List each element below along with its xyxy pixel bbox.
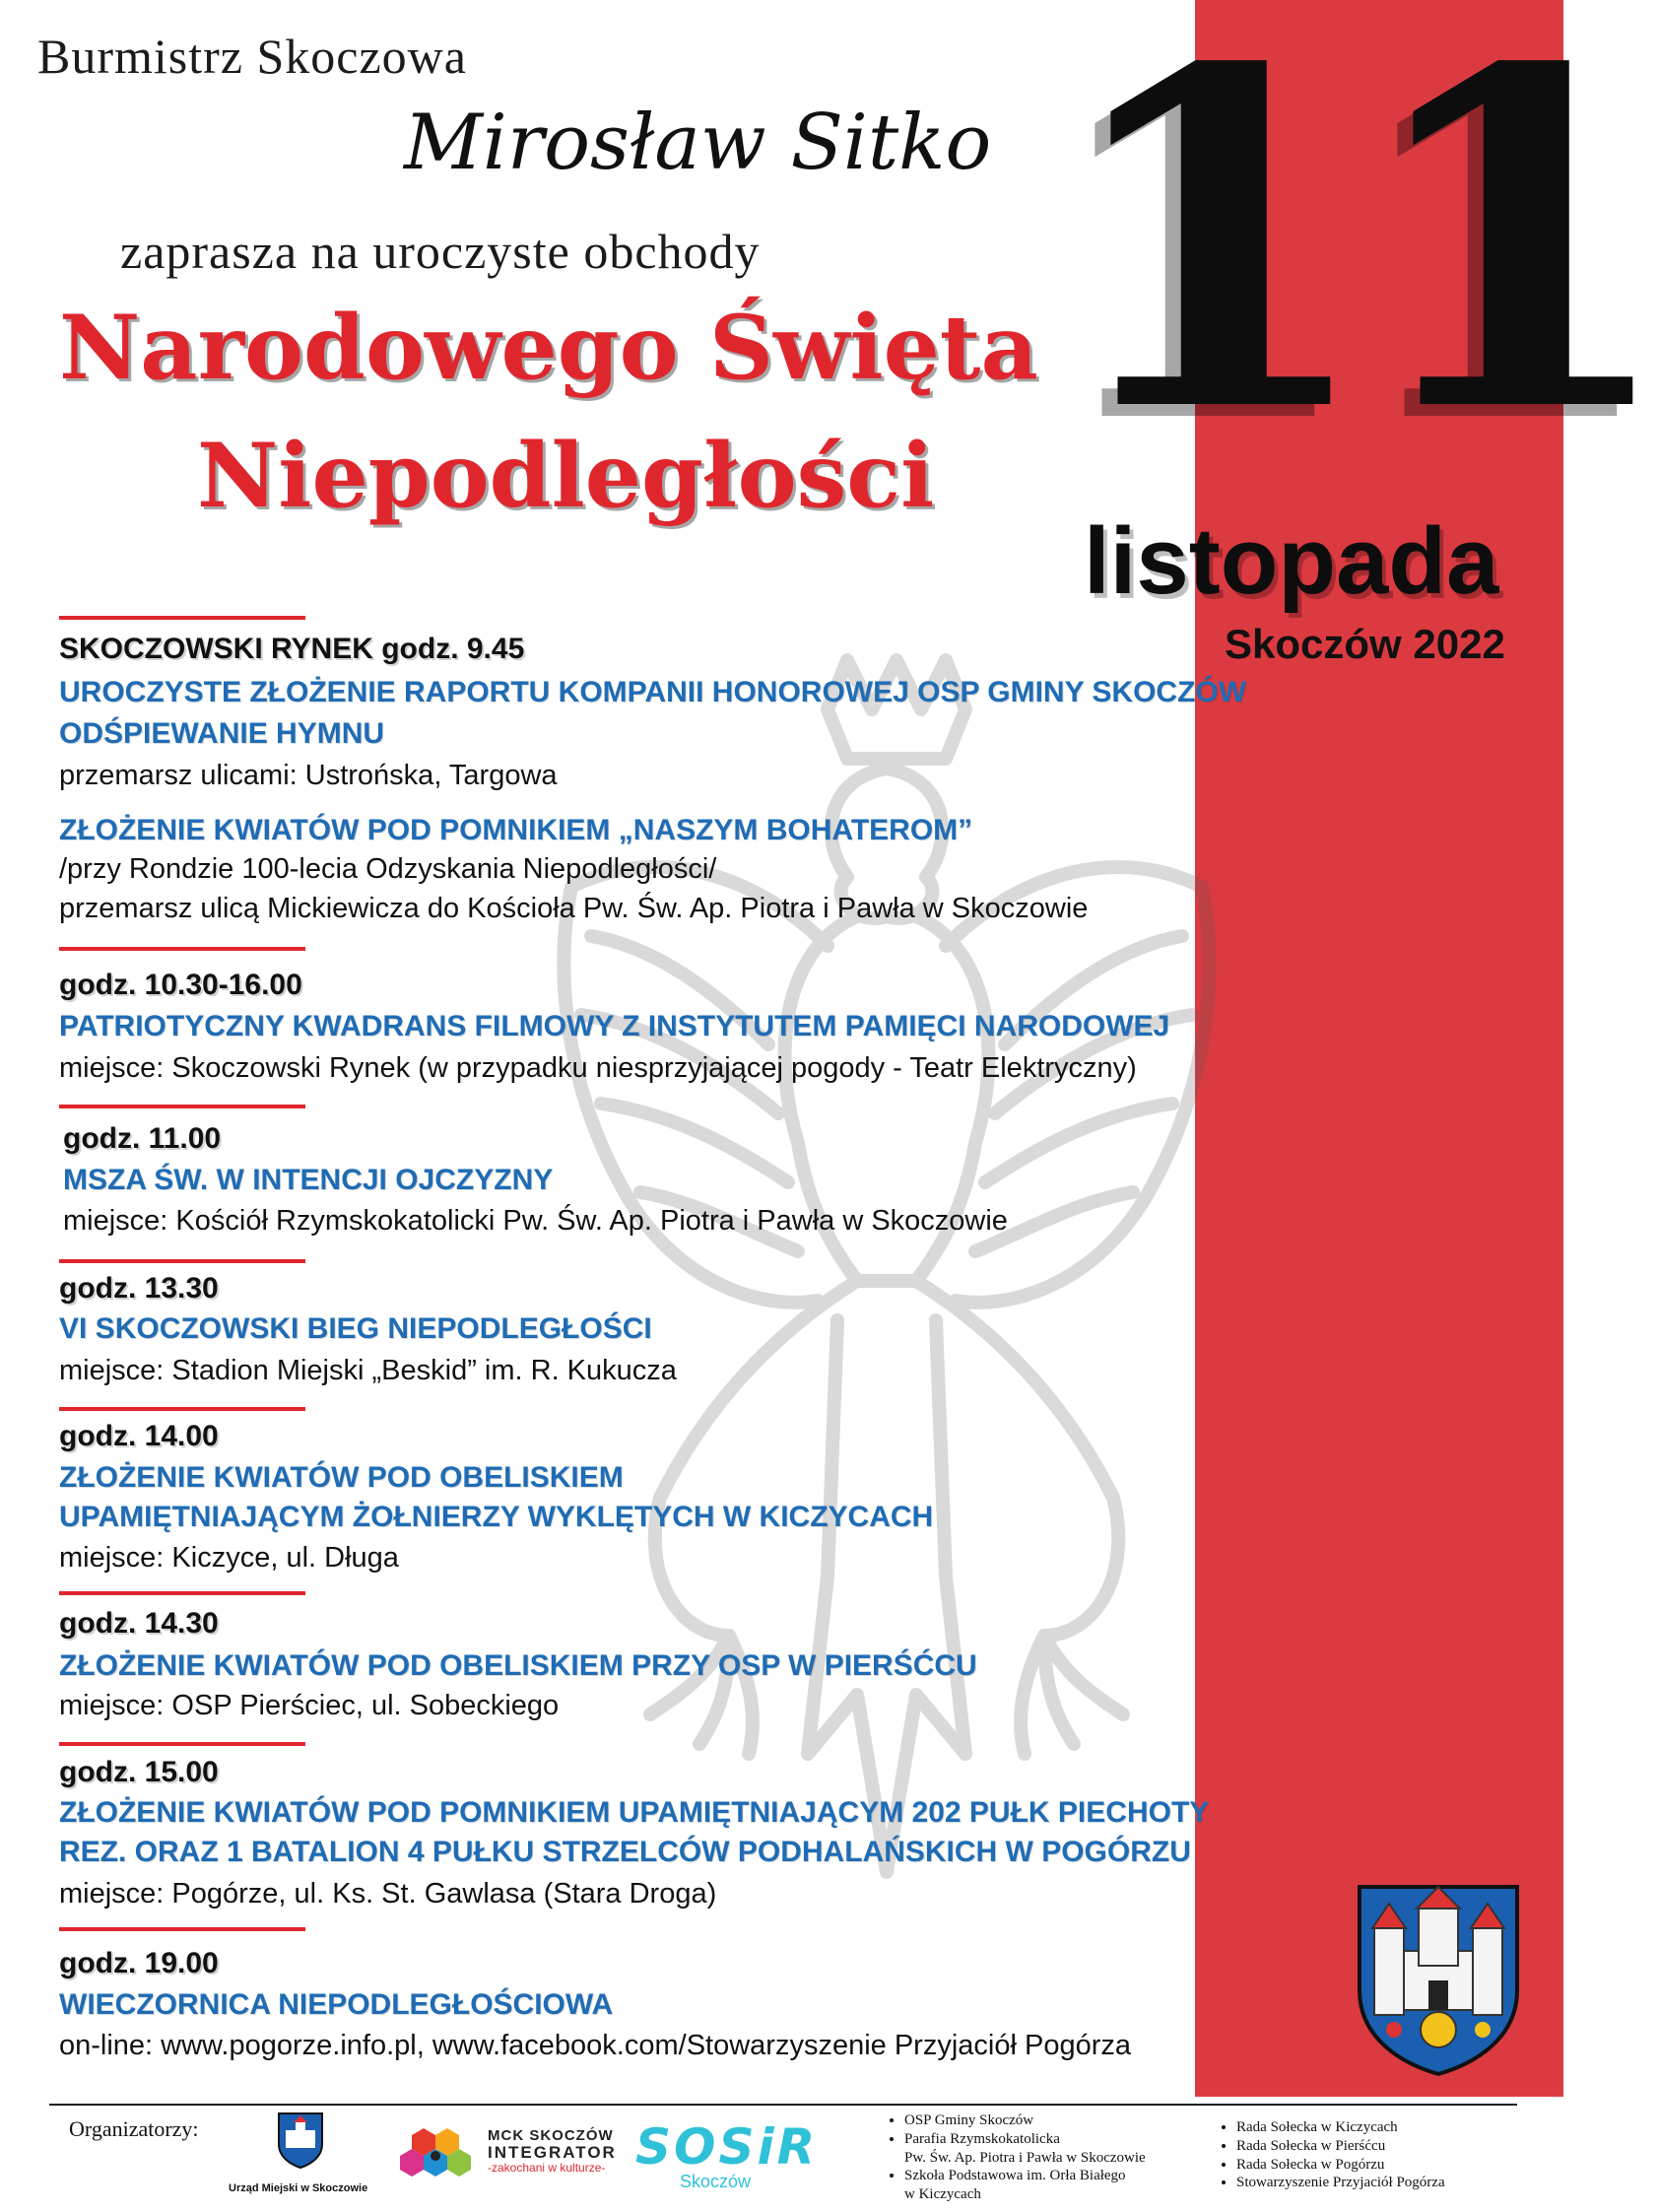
separator	[59, 1742, 305, 1746]
mck-name: MCK SKOCZÓW	[488, 2127, 614, 2144]
invite-text: zaprasza na uroczyste obchody	[120, 224, 761, 279]
sosir-sub: Skoczów	[680, 2172, 752, 2191]
event5-time: godz. 14.00	[59, 1420, 219, 1452]
event8-time: godz. 19.00	[59, 1947, 219, 1979]
event7-time: godz. 15.00	[59, 1756, 219, 1788]
organizers-list-2	[1219, 2118, 1445, 2192]
event4-title: VI SKOCZOWSKI BIEG NIEPODLEGŁOŚCI	[59, 1312, 652, 1345]
event1-note1: przemarsz ulicami: Ustrońska, Targowa	[59, 760, 558, 791]
separator	[59, 1591, 305, 1595]
organizer-item: • Rada Sołecka w Pierśćcu	[1236, 2137, 1445, 2156]
separator	[59, 1407, 305, 1411]
separator	[59, 616, 305, 620]
event1-title3: ZŁOŻENIE KWIATÓW POD POMNIKIEM „NASZYM BOHATEROM”	[59, 814, 973, 846]
event1-heading: SKOCZOWSKI RYNEK godz. 9.45	[59, 633, 525, 665]
burmistrz-label: Burmistrz Skoczowa	[37, 29, 467, 84]
event8-title: WIECZORNICA NIEPODLEGŁOŚCIOWA	[59, 1988, 614, 2021]
event5-title1: ZŁOŻENIE KWIATÓW POD OBELISKIEM	[59, 1461, 624, 1494]
event2-title: PATRIOTYCZNY KWADRANS FILMOWY Z INSTYTUTEM PAMIĘCI NARODOWEJ	[59, 1010, 1170, 1042]
organizer-item: • Stowarzyszenie Przyjaciół Pogórza	[1236, 2174, 1445, 2192]
organizer-item: Pw. Św. Ap. Piotra i Pawła w Skoczowie	[904, 2149, 1146, 2166]
event2-place: miejsce: Skoczowski Rynek (w przypadku niesprzyjającej pogody - Teatr Elektryczny)	[59, 1052, 1137, 1084]
event5-title2: UPAMIĘTNIAJĄCYM ŻOŁNIERZY WYKLĘTYCH W KICZYCACH	[59, 1501, 934, 1533]
place-year: Skoczów 2022	[1225, 621, 1505, 667]
coat-of-arms-icon	[1355, 1882, 1522, 2079]
sosir-logo: SOSiR	[635, 2118, 819, 2176]
city-hall-logo-icon	[276, 2111, 325, 2170]
separator	[59, 1105, 305, 1108]
event-title-line1: Narodowego Święta	[59, 296, 1038, 400]
event3-title: MSZA ŚW. W INTENCJI OJCZYZNY	[63, 1164, 554, 1196]
event1-note3: przemarsz ulicą Mickiewicza do Kościoła Pw. Św. Ap. Piotra i Pawła w Skoczowie	[59, 893, 1089, 924]
mck-text	[488, 2128, 617, 2174]
date-day: 11	[1054, 0, 1659, 513]
organizers-list-1	[887, 2111, 1146, 2204]
organizer-item: • OSP Gminy Skoczów	[904, 2111, 1146, 2130]
event1-note2: /przy Rondzie 100-lecia Odzyskania Niepodległości/	[59, 853, 717, 885]
organizer-item: • Rada Sołecka w Kiczycach	[1236, 2118, 1445, 2137]
mck-slogan: -zakochani w kulturze-	[488, 2160, 606, 2175]
event1-title2: ODŚPIEWANIE HYMNU	[59, 717, 385, 750]
organizer-item: • Rada Sołecka w Pogórzu	[1236, 2156, 1445, 2175]
organizer-item: w Kiczycach	[904, 2186, 981, 2202]
event1-title1: UROCZYSTE ZŁOŻENIE RAPORTU KOMPANII HONOROWEJ OSP GMINY SKOCZÓW	[59, 676, 1247, 708]
event3-time: godz. 11.00	[63, 1122, 222, 1155]
event6-title: ZŁOŻENIE KWIATÓW POD OBELISKIEM PRZY OSP W PIERŚĆCU	[59, 1649, 977, 1682]
mck-integrator: INTEGRATOR	[488, 2142, 617, 2162]
separator	[59, 947, 305, 951]
event4-time: godz. 13.30	[59, 1272, 219, 1305]
event7-title1: ZŁOŻENIE KWIATÓW POD POMNIKIEM UPAMIĘTNIAJĄCYM 202 PUŁK PIECHOTY	[59, 1796, 1210, 1829]
event7-title2: REZ. ORAZ 1 BATALION 4 PUŁKU STRZELCÓW PODHALAŃSKICH W POGÓRZU	[59, 1836, 1191, 1868]
event3-place: miejsce: Kościół Rzymskokatolicki Pw. Św. Ap. Piotra i Pawła w Skoczowie	[63, 1205, 1008, 1237]
event5-place: miejsce: Kiczyce, ul. Długa	[59, 1542, 399, 1574]
organizers-label: Organizatorzy:	[69, 2116, 199, 2141]
event8-place: on-line: www.pogorze.info.pl, www.facebook.com/Stowarzyszenie Przyjaciół Pogórza	[59, 2030, 1131, 2061]
separator	[59, 1927, 305, 1931]
event6-place: miejsce: OSP Pierściec, ul. Sobeckiego	[59, 1690, 560, 1721]
organizer-item: • Parafia Rzymskokatolicka	[904, 2130, 1146, 2149]
event4-place: miejsce: Stadion Miejski „Beskid” im. R. Kukucza	[59, 1355, 677, 1386]
separator	[59, 1259, 305, 1263]
city-hall-label: Urząd Miejski w Skoczowie	[229, 2182, 368, 2194]
date-month: listopada	[1084, 508, 1499, 614]
footer-divider	[49, 2104, 1517, 2106]
event6-time: godz. 14.30	[59, 1607, 219, 1640]
organizer-item: • Szkoła Podstawowa im. Orła Białego	[904, 2167, 1146, 2185]
mayor-name: Mirosław Sitko	[404, 99, 992, 187]
event-title-line2: Niepodległości	[197, 424, 935, 528]
event2-time: godz. 10.30-16.00	[59, 969, 302, 1001]
mck-logo-icon	[404, 2123, 483, 2182]
event7-place: miejsce: Pogórze, ul. Ks. St. Gawlasa (Stara Droga)	[59, 1878, 717, 1910]
